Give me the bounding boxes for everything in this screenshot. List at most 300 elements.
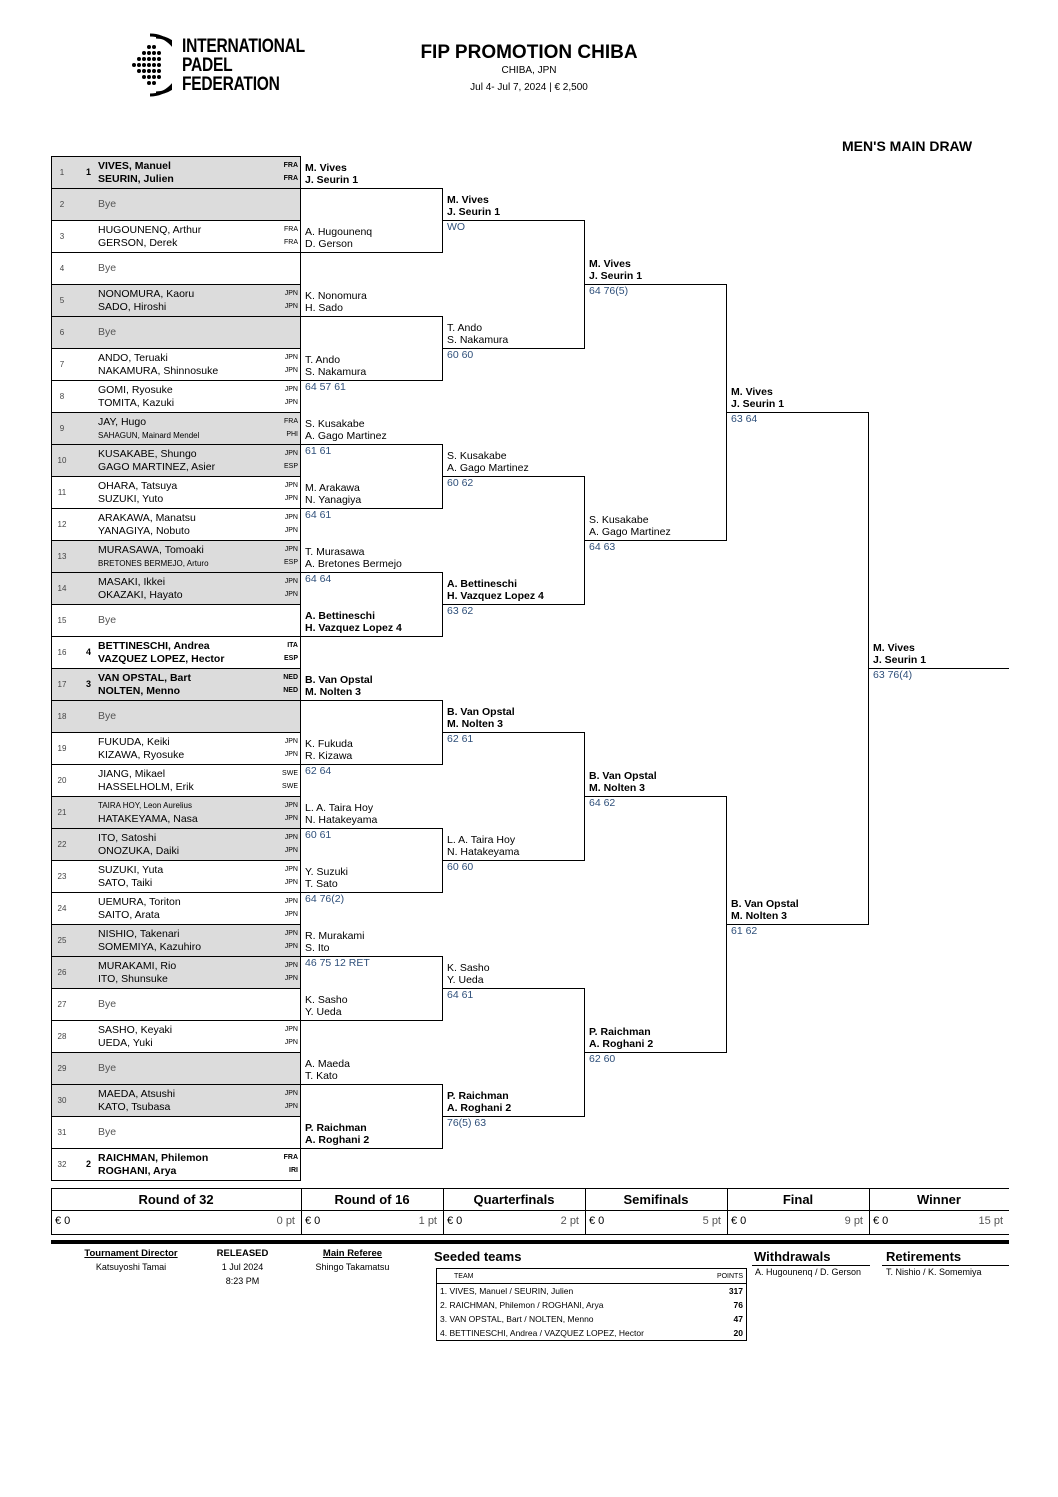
advancing-team: R. Murakami [305, 930, 365, 942]
round-points: 1 pt [418, 1215, 437, 1227]
draw-row [51, 220, 301, 252]
draw-position: 11 [57, 488, 67, 497]
seeded-points: 76 [733, 1300, 743, 1310]
match-score: 76(5) 63 [447, 1117, 487, 1129]
player-name: GAGO MARTINEZ, Asier [98, 461, 216, 473]
player-country: FRA [284, 418, 298, 425]
bracket-line [301, 444, 443, 445]
advancing-team: K. Fukuda [305, 738, 353, 750]
advancing-team: S. Nakamura [447, 334, 509, 346]
draw-position: 17 [57, 680, 67, 689]
match-score: 60 60 [447, 861, 474, 873]
draw-position: 8 [59, 392, 65, 401]
draw-position: 6 [59, 328, 65, 337]
draw-row [51, 1148, 301, 1180]
match-score: 61 61 [305, 445, 332, 457]
advancing-team: J. Seurin 1 [305, 174, 359, 186]
bracket-line [443, 988, 585, 989]
player-country: JPN [284, 962, 298, 969]
match-score: WO [447, 221, 466, 233]
player-country: JPN [284, 482, 298, 489]
advancing-team: M. Nolten 3 [589, 782, 646, 794]
draw-position: 2 [59, 200, 65, 209]
draw-row [51, 604, 301, 636]
player-name: ANDO, Teruaki [98, 352, 168, 364]
bracket-line [443, 476, 585, 477]
advancing-team: H. Vazquez Lopez 4 [447, 590, 544, 602]
footer-divider [51, 1240, 1009, 1244]
bracket-line [443, 732, 585, 733]
advancing-team: B. Van Opstal [447, 706, 515, 718]
advancing-team: M. Arakawa [305, 482, 360, 494]
draw-row [51, 316, 301, 348]
round-bar-bottom [51, 1234, 1009, 1235]
bracket-line [301, 1020, 443, 1021]
advancing-team: S. Kusakabe [305, 418, 365, 430]
draw-position: 3 [59, 232, 65, 241]
tournament-title: FIP PROMOTION CHIBA [420, 42, 638, 63]
draw-row [51, 348, 301, 380]
seed-number: 1 [86, 167, 92, 177]
player-name: HUGOUNENQ, Arthur [98, 224, 202, 236]
seed-number: 4 [86, 647, 92, 657]
draw-position: 18 [57, 712, 67, 721]
draw-position: 13 [57, 552, 67, 561]
draw-position: 25 [57, 936, 67, 945]
referee-label: Main Referee [322, 1248, 383, 1259]
player-name: VIVES, Manuel [98, 160, 171, 172]
draw-row [51, 540, 301, 572]
player-country: FRA [284, 226, 298, 233]
match-score: 62 61 [447, 733, 474, 745]
retirements-rule [882, 1265, 1009, 1266]
draw-row [51, 732, 301, 764]
advancing-team: L. A. Taira Hoy [447, 834, 516, 846]
retirements-value: T. Nishio / K. Somemiya [886, 1267, 982, 1277]
draw-position: 24 [57, 904, 67, 913]
player-name: SUZUKI, Yuta [98, 864, 164, 876]
round-points: 0 pt [276, 1215, 295, 1227]
seeded-row [437, 1298, 746, 1312]
advancing-team: K. Sasho [447, 962, 490, 974]
draw-row [51, 284, 301, 316]
bye-label: Bye [98, 1126, 117, 1138]
player-country: JPN [284, 591, 298, 598]
round-name: Round of 32 [138, 1192, 214, 1207]
withdrawals-title: Withdrawals [754, 1249, 831, 1264]
draw-row [51, 508, 301, 540]
advancing-team: B. Van Opstal [305, 674, 373, 686]
draw-position: 26 [57, 968, 67, 977]
player-name: FUKUDA, Keiki [98, 736, 170, 748]
player-country: JPN [284, 751, 298, 758]
player-country: JPN [284, 1103, 298, 1110]
bracket-line [585, 284, 727, 285]
player-name: MASAKI, Ikkei [98, 576, 166, 588]
draw-bottom-border [51, 1180, 301, 1181]
advancing-team: A. Roghani 2 [447, 1102, 512, 1114]
player-name: NISHIO, Takenari [98, 928, 180, 940]
released-time: 8:23 PM [225, 1276, 260, 1286]
round-points: 15 pt [978, 1215, 1003, 1227]
fip-logo [128, 33, 305, 97]
withdrawals-value: A. Hugounenq / D. Gerson [755, 1267, 862, 1277]
draw-position: 12 [57, 520, 67, 529]
advancing-team: M. Nolten 3 [447, 718, 504, 730]
draw-row [51, 1052, 301, 1084]
match-score: 62 60 [589, 1053, 616, 1065]
match-score: 61 62 [731, 925, 758, 937]
draw-position: 19 [57, 744, 67, 753]
advancing-team: L. A. Taira Hoy [305, 802, 374, 814]
advancing-team: M. Vives [731, 386, 773, 398]
advancing-team: N. Hatakeyama [305, 814, 378, 826]
retirements-title: Retirements [886, 1249, 962, 1264]
seeded-team: 4. BETTINESCHI, Andrea / VAZQUEZ LOPEZ, Hector [440, 1328, 644, 1338]
round-bar-top [51, 1188, 1009, 1189]
round-name: Semifinals [623, 1192, 689, 1207]
round-bar-mid [51, 1210, 1009, 1211]
player-name: OKAZAKI, Hayato [98, 589, 183, 601]
player-country: JPN [284, 879, 298, 886]
draw-row [51, 444, 301, 476]
player-country: JPN [284, 815, 298, 822]
seeded-team: 3. VAN OPSTAL, Bart / NOLTEN, Menno [440, 1314, 594, 1324]
player-name: GOMI, Ryosuke [98, 384, 173, 396]
draw-position: 28 [57, 1032, 67, 1041]
draw-row [51, 956, 301, 988]
draw-row [51, 668, 301, 700]
advancing-team: H. Sado [305, 302, 343, 314]
seed-number: 2 [86, 1159, 92, 1169]
player-name: HATAKEYAMA, Nasa [98, 813, 198, 825]
draw-position: 29 [57, 1064, 67, 1073]
advancing-team: N. Hatakeyama [447, 846, 520, 858]
match-score: 60 62 [447, 477, 474, 489]
player-name: SATO, Taiki [98, 877, 153, 889]
seed-number: 3 [86, 679, 92, 689]
player-name: ROGHANI, Arya [98, 1165, 177, 1177]
seeded-table [436, 1268, 747, 1341]
player-name: KUSAKABE, Shungo [98, 448, 197, 460]
match-score: 64 76(2) [305, 893, 345, 905]
advancing-team: M. Nolten 3 [305, 686, 362, 698]
withdrawals-rule [752, 1265, 870, 1266]
player-name: VAZQUEZ LOPEZ, Hector [98, 653, 225, 665]
player-name: VAN OPSTAL, Bart [98, 672, 191, 684]
player-name: SEURIN, Julien [98, 173, 174, 185]
player-name: SAITO, Arata [98, 909, 160, 921]
bye-label: Bye [98, 326, 117, 338]
draw-position: 20 [57, 776, 67, 785]
player-country: JPN [284, 738, 298, 745]
seeded-row [437, 1284, 746, 1298]
player-country: JPN [284, 290, 298, 297]
draw-row [51, 252, 301, 284]
player-name: BRETONES BERMEJO, Arturo [98, 559, 209, 568]
advancing-team: A. Gago Martinez [447, 462, 529, 474]
bracket-line [585, 796, 727, 797]
advancing-team: N. Yanagiya [305, 494, 362, 506]
bracket-line [301, 188, 443, 189]
bracket-line [301, 380, 443, 381]
draw-row [51, 892, 301, 924]
player-country: JPN [284, 1026, 298, 1033]
match-score: 64 57 61 [305, 381, 346, 393]
player-country: JPN [284, 847, 298, 854]
advancing-team: R. Kizawa [305, 750, 353, 762]
match-score: 60 61 [305, 829, 332, 841]
advancing-team: J. Seurin 1 [447, 206, 501, 218]
advancing-team: T. Ando [305, 354, 341, 366]
draw-position: 31 [57, 1128, 67, 1137]
winner-team: J. Seurin 1 [873, 654, 927, 666]
draw-position: 9 [59, 424, 65, 433]
player-name: UEDA, Yuki [98, 1037, 153, 1049]
player-country: JPN [284, 975, 298, 982]
bye-label: Bye [98, 262, 117, 274]
advancing-team: Y. Suzuki [305, 866, 348, 878]
player-name: SASHO, Keyaki [98, 1024, 173, 1036]
tournament-location: CHIBA, JPN [501, 65, 557, 76]
player-name: KATO, Tsubasa [98, 1101, 171, 1113]
bye-label: Bye [98, 614, 117, 626]
draw-row [51, 188, 301, 220]
advancing-team: T. Ando [447, 322, 483, 334]
advancing-team: M. Vives [305, 162, 347, 174]
player-name: KIZAWA, Ryosuke [98, 749, 185, 761]
bracket-line [301, 316, 443, 317]
draw-row [51, 476, 301, 508]
bracket-line [301, 508, 443, 509]
player-country: JPN [284, 495, 298, 502]
match-score: 64 61 [447, 989, 474, 1001]
player-country: JPN [284, 1039, 298, 1046]
draw-position: 1 [59, 168, 65, 177]
draw-position: 23 [57, 872, 67, 881]
player-country: JPN [284, 1090, 298, 1097]
draw-row [51, 1116, 301, 1148]
advancing-team: P. Raichman [589, 1026, 651, 1038]
bracket-line [301, 636, 443, 637]
player-name: SOMEMIYA, Kazuhiro [98, 941, 202, 953]
player-name: SUZUKI, Yuto [98, 493, 164, 505]
match-score: 64 76(5) [589, 285, 629, 297]
player-country: FRA [284, 239, 298, 246]
round-prize: € 0 [55, 1215, 71, 1227]
player-country: ESP [283, 559, 298, 566]
player-name: OHARA, Tatsuya [98, 480, 178, 492]
draw-row [51, 988, 301, 1020]
bracket-line [301, 892, 443, 893]
round-prize: € 0 [731, 1215, 747, 1227]
draw-row [51, 860, 301, 892]
player-name: SADO, Hiroshi [98, 301, 167, 313]
player-name: ITO, Satoshi [98, 832, 157, 844]
draw-position: 16 [57, 648, 67, 657]
draw-left-border [51, 156, 52, 1180]
player-name: RAICHMAN, Philemon [98, 1152, 209, 1164]
seeded-row [437, 1312, 746, 1326]
advancing-team: A. Maeda [305, 1058, 350, 1070]
player-country: SWE [282, 783, 298, 790]
bracket-line [301, 956, 443, 957]
advancing-team: P. Raichman [447, 1090, 509, 1102]
advancing-team: S. Kusakabe [447, 450, 507, 462]
draw-position: 30 [57, 1096, 67, 1105]
player-country: SWE [282, 770, 298, 777]
advancing-team: S. Kusakabe [589, 514, 649, 526]
draw-position: 5 [59, 296, 65, 305]
bracket-line [443, 348, 585, 349]
player-name: YANAGIYA, Nobuto [98, 525, 190, 537]
advancing-team: H. Vazquez Lopez 4 [305, 622, 402, 634]
match-score: 63 64 [731, 413, 758, 425]
advancing-team: B. Van Opstal [589, 770, 657, 782]
draw-position: 22 [57, 840, 67, 849]
match-score: 64 64 [305, 573, 332, 585]
draw-row [51, 572, 301, 604]
released-date: 1 Jul 2024 [221, 1262, 264, 1272]
released-label: RELEASED [216, 1248, 269, 1259]
player-name: ONOZUKA, Daiki [98, 845, 180, 857]
bracket-line [585, 1052, 727, 1053]
player-name: NAKAMURA, Shinnosuke [98, 365, 219, 377]
player-name: TOMITA, Kazuki [98, 397, 175, 409]
director-name: Katsuyoshi Tamai [95, 1262, 167, 1272]
bracket-line [443, 604, 585, 605]
bye-label: Bye [98, 998, 117, 1010]
draw-row [51, 1084, 301, 1116]
player-country: JPN [284, 546, 298, 553]
match-score: 60 60 [447, 349, 474, 361]
player-country: JPN [284, 578, 298, 585]
bracket-line [301, 700, 443, 701]
match-score: 63 62 [447, 605, 474, 617]
seeded-title: Seeded teams [434, 1249, 522, 1264]
team-col-header: TEAM [454, 1273, 474, 1280]
director-label: Tournament Director [84, 1248, 178, 1259]
padel-ball-icon [128, 33, 172, 97]
draw-position: 10 [57, 456, 67, 465]
seeded-row [437, 1326, 746, 1340]
draw-row [51, 380, 301, 412]
logo-line-3: FEDERATION [182, 74, 280, 95]
draw-position: 32 [57, 1160, 67, 1169]
seeded-points: 47 [733, 1314, 743, 1324]
round-name: Winner [917, 1192, 961, 1207]
draw-row [51, 156, 301, 188]
advancing-team: K. Nonomura [305, 290, 367, 302]
player-country: JPN [284, 898, 298, 905]
advancing-team: A. Gago Martinez [305, 430, 387, 442]
advancing-team: A. Gago Martinez [589, 526, 671, 538]
draw-row [51, 924, 301, 956]
bye-label: Bye [98, 198, 117, 210]
player-name: NONOMURA, Kaoru [98, 288, 195, 300]
player-name: MURASAWA, Tomoaki [98, 544, 204, 556]
player-country: JPN [284, 930, 298, 937]
bracket-line [443, 860, 585, 861]
advancing-team: A. Bettineschi [305, 610, 376, 622]
draw-row [51, 796, 301, 828]
advancing-team: A. Roghani 2 [589, 1038, 654, 1050]
bracket-line [443, 1116, 585, 1117]
draw-position: 7 [59, 360, 65, 369]
player-country: JPN [284, 399, 298, 406]
player-country: JPN [284, 354, 298, 361]
player-name: GERSON, Derek [98, 237, 178, 249]
points-col-header: POINTS [716, 1273, 743, 1280]
player-country: JPN [284, 802, 298, 809]
bracket-line [301, 1148, 443, 1149]
match-score: 64 63 [589, 541, 616, 553]
round-points: 5 pt [702, 1215, 721, 1227]
player-name: ARAKAWA, Manatsu [98, 512, 196, 524]
player-name: SAHAGUN, Mainard Mendel [98, 431, 200, 440]
bye-label: Bye [98, 1062, 117, 1074]
player-name: MURAKAMI, Rio [98, 960, 177, 972]
advancing-team: A. Hugounenq [305, 226, 373, 238]
player-name: HASSELHOLM, Erik [98, 781, 194, 793]
match-score: 64 62 [589, 797, 616, 809]
bracket-line [727, 924, 869, 925]
bracket-line [443, 220, 585, 221]
logo-line-1: INTERNATIONAL [182, 36, 305, 57]
advancing-team: M. Vives [447, 194, 489, 206]
player-country: JPN [284, 866, 298, 873]
round-prize: € 0 [447, 1215, 463, 1227]
tournament-dates: Jul 4- Jul 7, 2024 | € 2,500 [470, 82, 588, 93]
draw-title: MEN'S MAIN DRAW [842, 138, 973, 154]
player-name: ITO, Shunsuke [98, 973, 168, 985]
player-name: BETTINESCHI, Andrea [98, 640, 210, 652]
logo-line-2: PADEL [182, 55, 233, 76]
round-name: Final [782, 1192, 814, 1207]
player-name: JAY, Hugo [98, 416, 147, 428]
round-points: 9 pt [844, 1215, 863, 1227]
player-country: JPN [284, 386, 298, 393]
player-country: FRA [283, 1154, 298, 1161]
bracket-line [301, 764, 443, 765]
match-score: 46 75 12 RET [305, 957, 370, 969]
draw-row [51, 1020, 301, 1052]
bracket-line [727, 412, 869, 413]
bracket-line [301, 252, 443, 253]
advancing-team: S. Ito [305, 942, 330, 954]
draw-right-border [300, 156, 301, 1180]
player-country: ESP [283, 463, 298, 470]
match-score: 62 64 [305, 765, 332, 777]
player-name: TAIRA HOY, Leon Aurelius [98, 801, 192, 810]
advancing-team: K. Sasho [305, 994, 348, 1006]
advancing-team: J. Seurin 1 [589, 270, 643, 282]
round-name: Round of 16 [334, 1192, 410, 1207]
final-score: 63 76(4) [873, 669, 913, 681]
bracket-line [585, 540, 727, 541]
player-country: JPN [284, 943, 298, 950]
player-country: ESP [283, 655, 298, 662]
bye-label: Bye [98, 710, 117, 722]
referee-name: Shingo Takamatsu [315, 1262, 390, 1272]
bracket-line [869, 668, 1009, 669]
advancing-team: Y. Ueda [305, 1006, 342, 1018]
player-name: UEMURA, Toriton [98, 896, 181, 908]
player-name: NOLTEN, Menno [98, 685, 181, 697]
advancing-team: D. Gerson [305, 238, 353, 250]
player-country: JPN [284, 450, 298, 457]
advancing-team: Y. Ueda [447, 974, 484, 986]
